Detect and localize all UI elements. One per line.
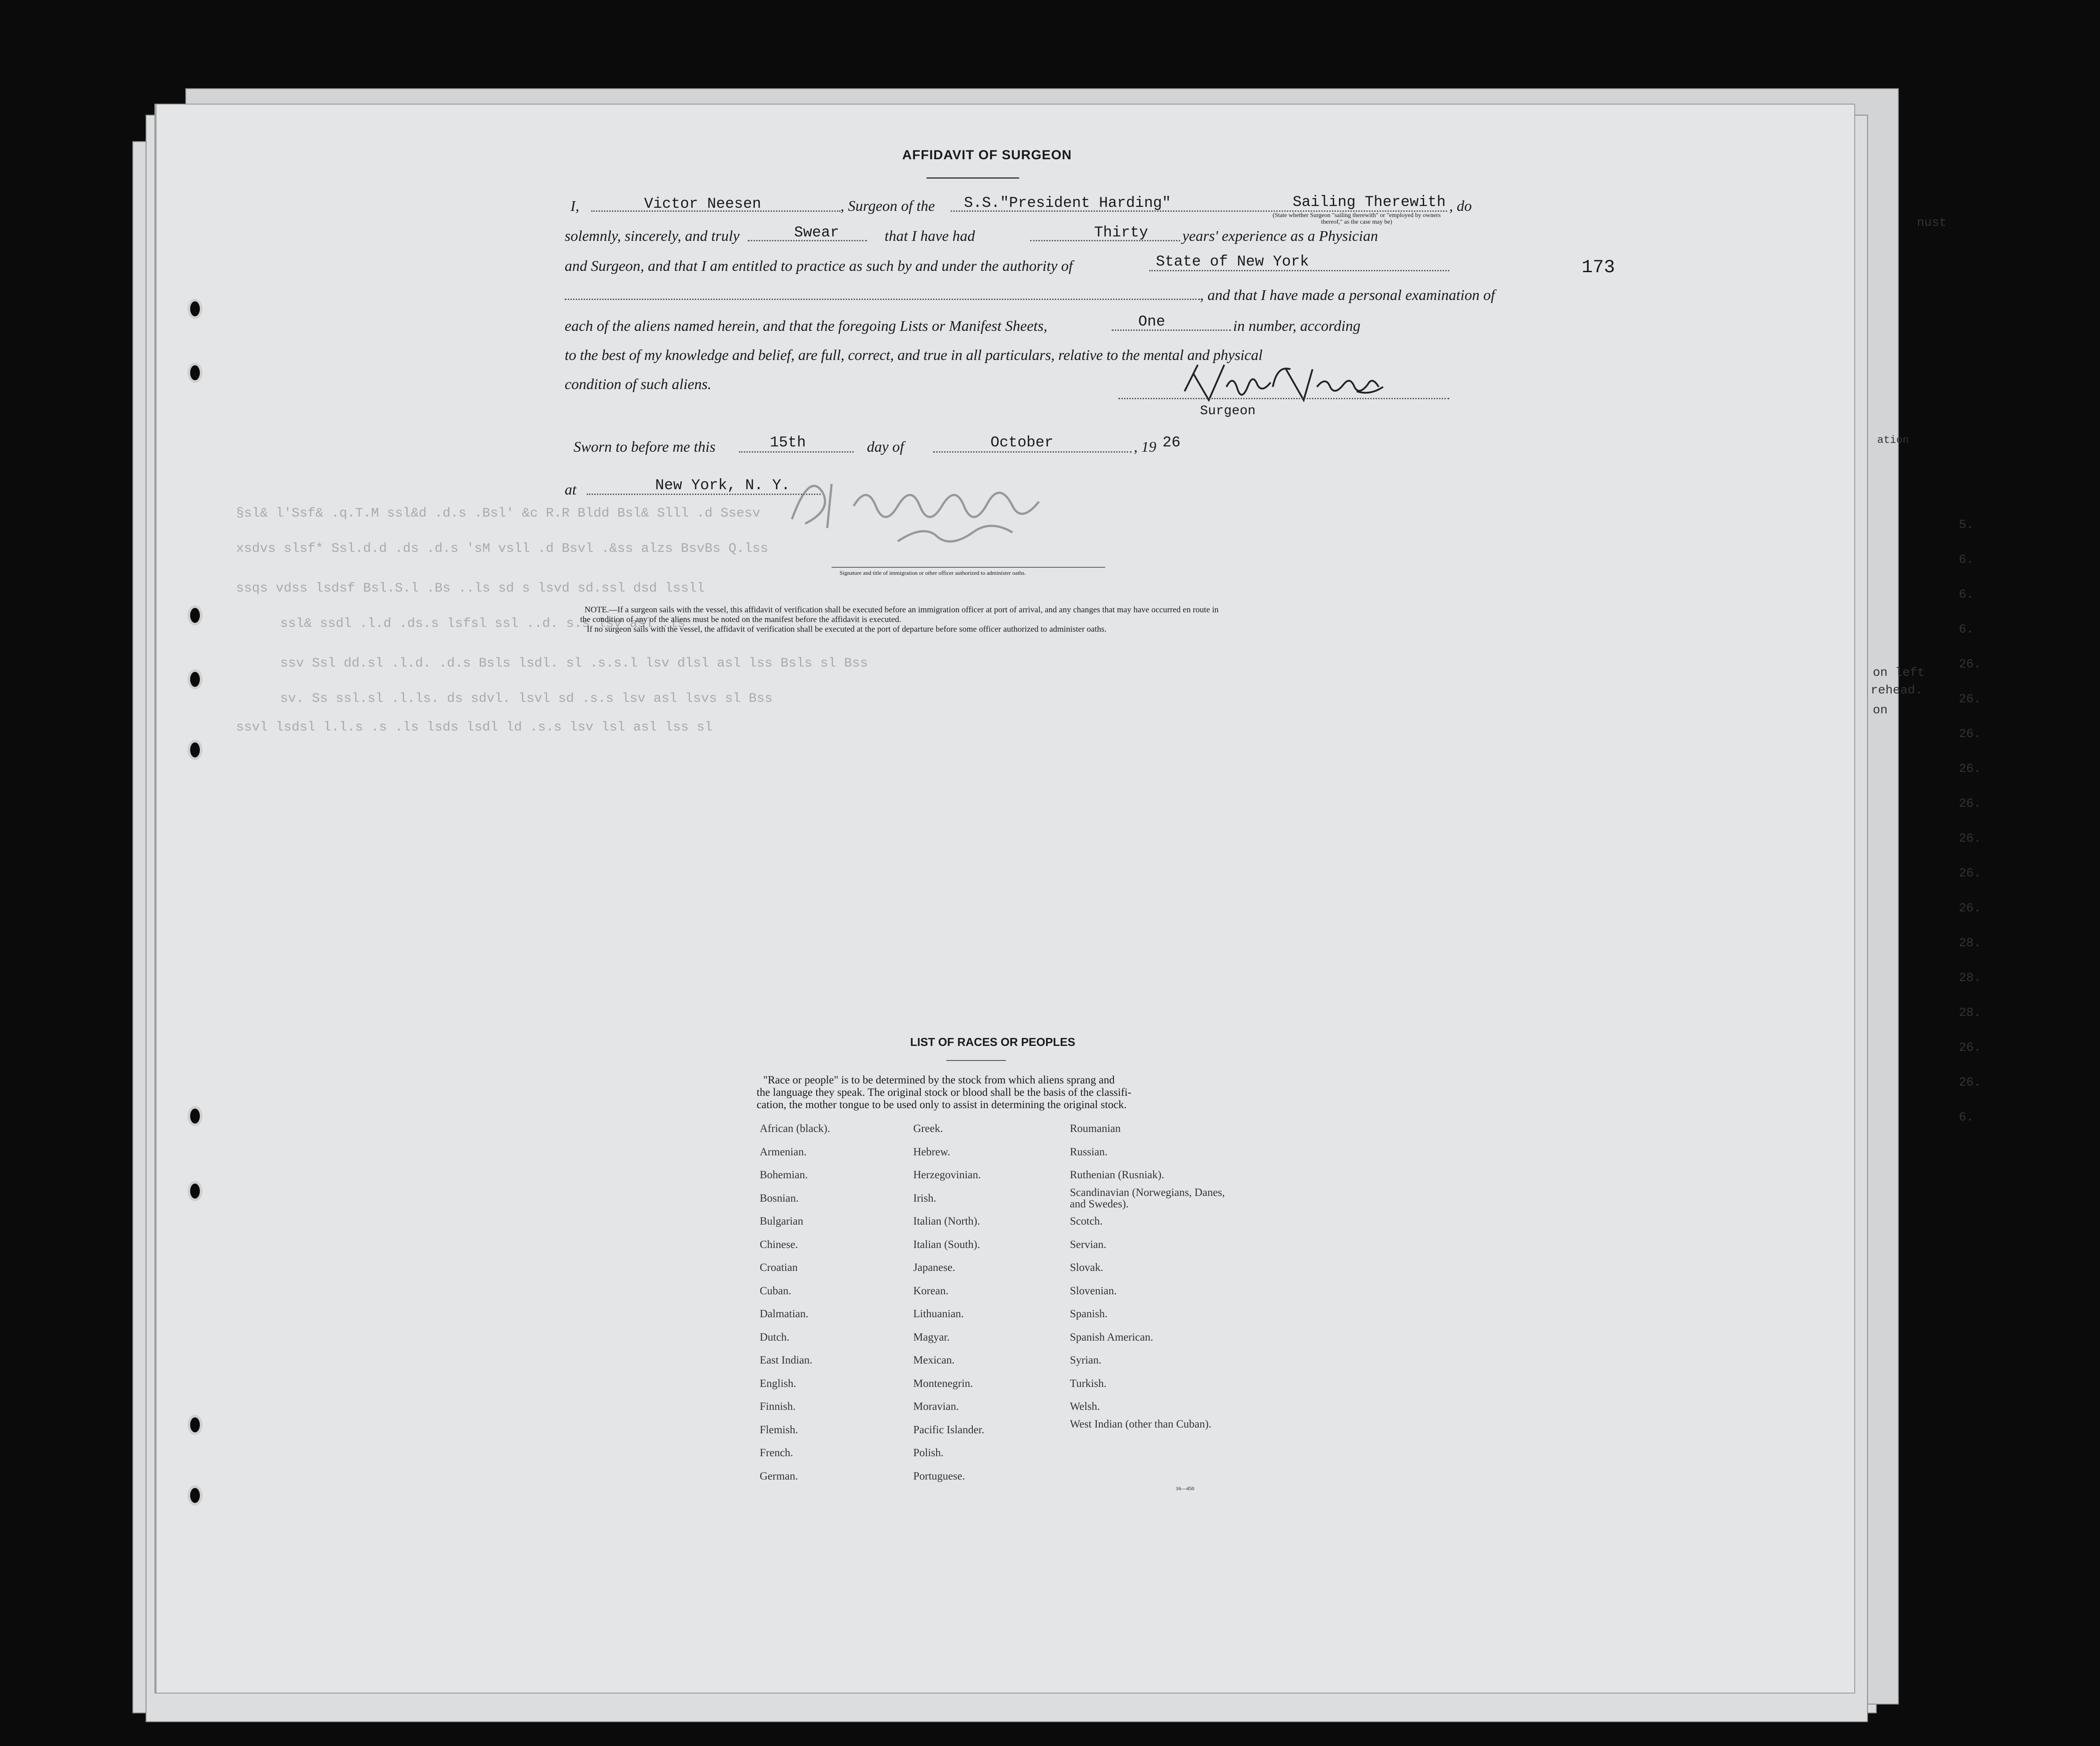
sworn-month: October	[990, 435, 1054, 451]
affidavit-page	[155, 105, 1854, 1693]
race-item: Chinese.	[760, 1238, 798, 1251]
edge-text-c: on left	[1873, 666, 1925, 680]
signature-line	[1118, 398, 1449, 399]
edge-text-a: nust	[1917, 216, 1947, 230]
edge-row-number: 28.	[1959, 937, 1981, 950]
line-7: condition of such aliens.	[565, 376, 712, 393]
race-item: Bosnian.	[760, 1192, 799, 1204]
punch-hole	[188, 605, 202, 626]
races-column-1	[760, 1117, 830, 1488]
race-item: Lithuanian.	[913, 1308, 964, 1320]
edge-row-number: 26.	[1959, 693, 1981, 706]
sworn-day-line	[739, 451, 854, 453]
signature-caption: Surgeon	[1200, 404, 1256, 419]
race-item: Spanish American.	[1070, 1331, 1153, 1343]
punch-hole	[188, 363, 202, 383]
race-item: Japanese.	[913, 1262, 956, 1274]
at-prefix: at	[565, 482, 577, 498]
edge-row-number: 5.	[1959, 518, 1974, 532]
edge-row-number: 26.	[1959, 797, 1981, 811]
race-item: Scandinavian (Norwegians, Danes, and Swedes).	[1070, 1186, 1225, 1210]
race-item: Armenian.	[760, 1146, 807, 1158]
race-item: Scotch.	[1070, 1215, 1103, 1227]
races-column-3	[1070, 1117, 1229, 1442]
race-item: German.	[760, 1470, 798, 1482]
form-number: 16—450	[1176, 1485, 1194, 1491]
race-item: Russian.	[1070, 1146, 1108, 1158]
line-5-end: in number, according	[1233, 318, 1361, 334]
race-item: Syrian.	[1070, 1354, 1102, 1366]
race-item: Magyar.	[913, 1331, 950, 1343]
edge-row-number: 26.	[1959, 1076, 1981, 1090]
edge-row-number: 6.	[1959, 553, 1974, 567]
line-2-end: years' experience as a Physician	[1182, 228, 1378, 244]
edge-text-b: ation	[1877, 435, 1909, 446]
authority: State of New York	[1156, 254, 1309, 270]
sworn-day: 15th	[770, 435, 806, 451]
note-line-3: If no surgeon sails with the vessel, the affidavit of verification shall be executed at the port of departure before some officer authorized to administer oaths.	[587, 625, 1107, 634]
punch-hole	[188, 1485, 202, 1506]
race-item: African (black).	[760, 1123, 830, 1135]
race-item: Bohemian.	[760, 1169, 808, 1181]
edge-row-number: 26.	[1959, 1041, 1981, 1055]
race-item: Spanish.	[1070, 1308, 1108, 1320]
edge-row-number: 6.	[1959, 1111, 1974, 1124]
races-intro-1: "Race or people" is to be determined by the stock from which aliens sprang and	[763, 1074, 1115, 1086]
race-item: French.	[760, 1447, 793, 1459]
race-item: Portuguese.	[913, 1470, 965, 1482]
show-through-row: §sl& l'Ssf& .q.T.M ssl&d .d.s .Bsl' &c R.R Bldd Bsl& Slll .d Ssesv	[236, 506, 761, 521]
punch-hole	[188, 1106, 202, 1126]
line-6: to the best of my knowledge and belief, are full, correct, and true in all particulars, relative to the mental and physical	[565, 347, 1263, 363]
edge-row-number: 28.	[1959, 1006, 1981, 1020]
officer-caption: Signature and title of immigration or other officer authorized to administer oaths.	[840, 570, 1026, 576]
punch-hole	[188, 1181, 202, 1201]
surgeon-signature	[1171, 360, 1489, 409]
line-2-prefix: solemnly, sincerely, and truly	[565, 228, 740, 244]
race-item: East Indian.	[760, 1354, 813, 1366]
years-experience: Thirty	[1094, 225, 1148, 241]
race-item: Finnish.	[760, 1401, 796, 1413]
title-rule	[926, 177, 1019, 179]
punch-hole	[188, 1415, 202, 1435]
edge-row-number: 28.	[1959, 971, 1981, 985]
sailing-note: (State whether Surgeon "sailing therewith" or "employed by owners thereof," as the case may be)	[1272, 212, 1441, 225]
race-item: Irish.	[913, 1192, 937, 1204]
sworn-place: New York, N. Y.	[655, 477, 791, 494]
sailing-status: Sailing Therewith	[1293, 194, 1446, 211]
race-item: Ruthenian (Rusniak).	[1070, 1169, 1164, 1181]
page-number: 173	[1582, 257, 1615, 278]
show-through-row: sv. Ss ssl.sl .l.ls. ds sdvl. lsvl sd .s.s lsv asl lsvs sl Bss	[280, 691, 773, 706]
race-item: Roumanian	[1070, 1123, 1121, 1135]
punch-hole	[188, 299, 202, 319]
show-through-row: xsdvs slsf* Ssl.d.d .ds .d.s 'sM vsll .d Bsvl .&ss alzs BsvBs Q.lss	[236, 541, 769, 556]
race-item: Cuban.	[760, 1285, 791, 1297]
sworn-middle: day of	[867, 439, 904, 455]
races-title: LIST OF RACES OR PEOPLES	[910, 1035, 1076, 1049]
edge-row-number: 26.	[1959, 867, 1981, 880]
show-through-row: ssv Ssl dd.sl .l.d. .d.s Bsls lsdl. sl .s.s.l lsv dlsl asl lss Bsls sl Bss	[280, 656, 868, 671]
punch-hole	[188, 669, 202, 689]
race-item: Bulgarian	[760, 1215, 803, 1227]
races-title-rule	[946, 1060, 1006, 1061]
race-item: Italian (North).	[913, 1215, 980, 1227]
race-item: Pacific Islander.	[913, 1424, 985, 1436]
edge-row-number: 26.	[1959, 762, 1981, 776]
officer-signature	[765, 457, 1207, 555]
line-3-prefix: and Surgeon, and that I am entitled to practice as such by and under the authority of	[565, 258, 1073, 274]
oath-word: Swear	[794, 225, 840, 241]
edge-row-number: 26.	[1959, 727, 1981, 741]
show-through-row: ssvl lsdsl l.l.s .s .ls lsds lsdl ld .s.s lsv lsl asl lss sl	[236, 720, 713, 735]
race-item: Dalmatian.	[760, 1308, 809, 1320]
edge-row-number: 6.	[1959, 623, 1974, 637]
race-item: Italian (South).	[913, 1238, 980, 1251]
races-intro-2: the language they speak. The original stock or blood shall be the basis of the classifi-	[757, 1087, 1132, 1098]
race-item: Croatian	[760, 1262, 798, 1274]
edge-row-number: 26.	[1959, 832, 1981, 846]
race-item: Herzegovinian.	[913, 1169, 981, 1181]
race-item: Slovenian.	[1070, 1285, 1117, 1297]
show-through-row: ssl& ssdl .l.d .ds.s lsfsl ssl ..d. s.s lsv asl .ls	[280, 616, 686, 631]
affidavit-title: AFFIDAVIT OF SURGEON	[902, 148, 1072, 162]
race-item: Polish.	[913, 1447, 944, 1459]
edge-row-number: 26.	[1959, 658, 1981, 671]
sworn-prefix: Sworn to before me this	[574, 439, 716, 455]
race-item: Flemish.	[760, 1424, 798, 1436]
note-line-2: the condition of any of the aliens must be noted on the manifest before the affidavit is executed.	[580, 615, 901, 624]
vessel-name: S.S."President Harding"	[964, 195, 1171, 212]
race-item: Servian.	[1070, 1238, 1106, 1251]
authority-continuation-line	[565, 299, 1200, 300]
race-item: Hebrew.	[913, 1146, 950, 1158]
officer-signature-line	[832, 567, 1105, 568]
edge-row-number: 26.	[1959, 902, 1981, 915]
show-through-row: ssqs vdss lsdsf Bsl.S.l .Bs ..ls sd s lsvd sd.ssl dsd lssll	[236, 581, 705, 596]
race-item: Moravian.	[913, 1401, 959, 1413]
edge-row-number: 6.	[1959, 588, 1974, 602]
line-1-end: , do	[1449, 198, 1472, 214]
sworn-year: 26	[1162, 435, 1181, 451]
edge-text-e: on	[1873, 704, 1888, 717]
races-column-2	[913, 1117, 984, 1488]
race-item: English.	[760, 1377, 796, 1390]
sheets-line	[1112, 330, 1231, 331]
line-2-middle: that I have had	[885, 228, 975, 244]
race-item: Mexican.	[913, 1354, 955, 1366]
sworn-month-line	[933, 451, 1132, 453]
sworn-year-prefix: , 19	[1134, 439, 1156, 455]
line-5-prefix: each of the aliens named herein, and that the foregoing Lists or Manifest Sheets,	[565, 318, 1047, 334]
sheets-count: One	[1138, 314, 1166, 330]
race-item: Montenegrin.	[913, 1377, 973, 1390]
surgeon-name: Victor Neesen	[644, 196, 761, 213]
line-1-middle: , Surgeon of the	[840, 198, 935, 214]
race-item: Welsh.	[1070, 1401, 1100, 1413]
race-item: Korean.	[913, 1285, 949, 1297]
race-item: Slovak.	[1070, 1262, 1103, 1274]
race-item: West Indian (other than Cuban).	[1070, 1418, 1211, 1430]
punch-hole	[188, 740, 202, 760]
line-1-prefix: I,	[570, 198, 579, 214]
line-4-end: , and that I have made a personal examination of	[1200, 287, 1495, 303]
race-item: Turkish.	[1070, 1377, 1107, 1390]
note-line-1: NOTE.—If a surgeon sails with the vessel, this affidavit of verification shall be executed before an immigration officer at port of arrival, and any changes that may have occurred en route in	[585, 605, 1219, 614]
races-intro-3: cation, the mother tongue to be used only to assist in determining the original stock.	[757, 1099, 1127, 1111]
race-item: Greek.	[913, 1123, 943, 1135]
race-item: Dutch.	[760, 1331, 790, 1343]
edge-text-d: rehead.	[1871, 684, 1923, 697]
